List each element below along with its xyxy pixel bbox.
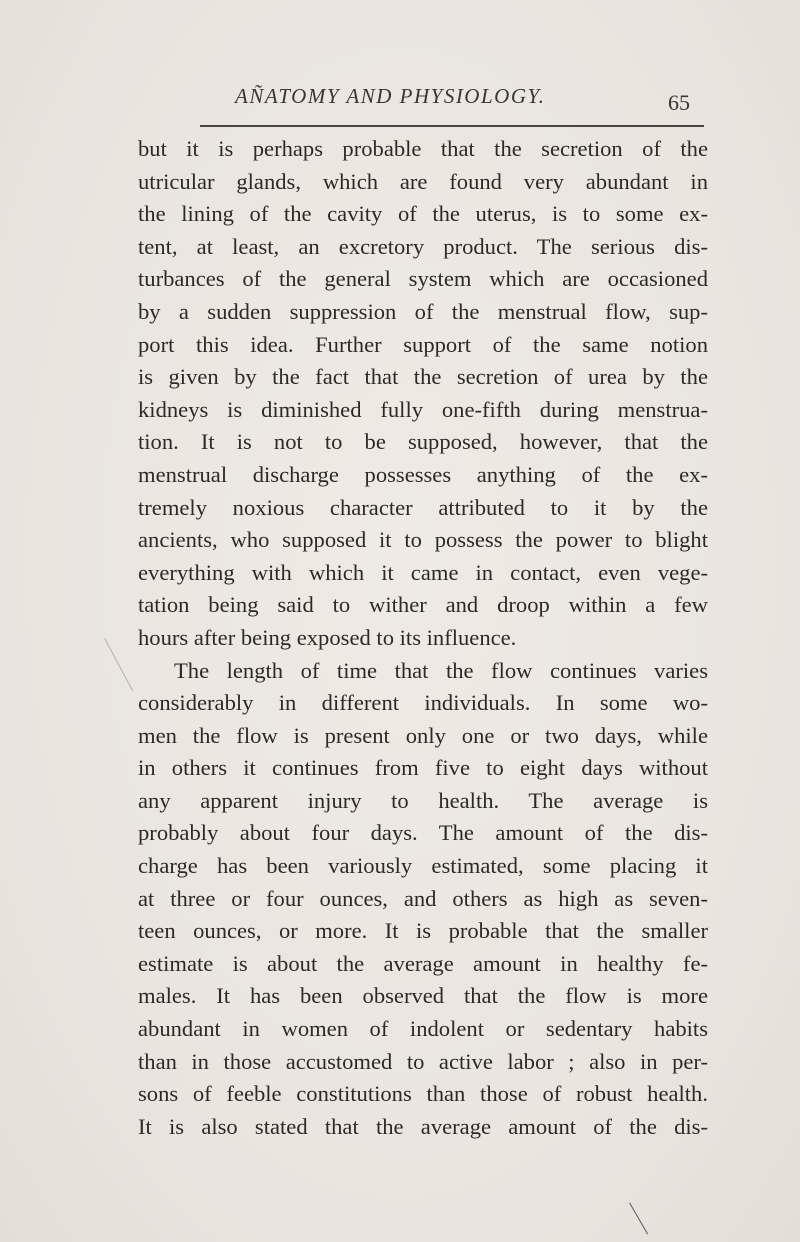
text-line: than in those accustomed to active labor ; also in per- [138,1048,708,1074]
text-line: any apparent injury to health. The average is [138,787,708,813]
text-line: at three or four ounces, and others as high as seven- [138,885,708,911]
bottom-pencil-mark [629,1202,650,1235]
paragraph-end-line: hours after being exposed to its influence. [138,624,517,650]
text-line: turbances of the general system which are occasioned [138,266,708,292]
running-head: AÑATOMY AND PHYSIOLOGY. [235,84,546,108]
text-line: menstrual discharge possesses anything of the ex- [138,461,708,487]
text-line: teen ounces, or more. It is probable that the smaller [138,918,708,944]
text-line: utricular glands, which are found very abundant in [138,168,708,194]
text-line: in others it continues from five to eight days without [138,755,708,781]
header-rule [200,125,704,127]
text-line: everything with which it came in contact, even vege- [138,559,708,585]
text-line: considerably in different individuals. In some wo- [138,690,708,716]
text-line: males. It has been observed that the flow is more [138,983,708,1009]
text-line: kidneys is diminished fully one-fifth during menstrua- [138,396,708,422]
margin-pencil-mark [104,637,136,692]
text-line: estimate is about the average amount in healthy fe- [138,950,708,976]
text-line: probably about four days. The amount of the dis- [138,820,708,846]
text-line: It is also stated that the average amount of the dis- [138,1113,708,1139]
text-line: tation being said to wither and droop within a few [138,592,708,618]
text-line: by a sudden suppression of the menstrual flow, sup- [138,298,708,324]
text-line: sons of feeble constitutions than those of robust health. [138,1081,708,1107]
text-line: is given by the fact that the secretion of urea by the [138,364,708,390]
body-text [138,133,708,1143]
text-line: men the flow is present only one or two days, while [138,722,708,748]
text-line: the lining of the cavity of the uterus, is to some ex- [138,201,708,227]
paragraph-start-line: The length of time that the flow continues varies [174,657,708,683]
text-line: port this idea. Further support of the same notion [138,331,708,357]
text-line: but it is perhaps probable that the secretion of the [138,136,708,161]
text-line: charge has been variously estimated, some placing it [138,853,708,879]
text-line: tremely noxious character attributed to it by the [138,494,708,520]
text-line: tent, at least, an excretory product. The serious dis- [138,233,708,259]
text-line: ancients, who supposed it to possess the power to blight [138,527,708,553]
text-line: tion. It is not to be supposed, however, that the [138,429,708,455]
page-number: 65 [668,90,690,115]
text-line: abundant in women of indolent or sedentary habits [138,1016,708,1042]
